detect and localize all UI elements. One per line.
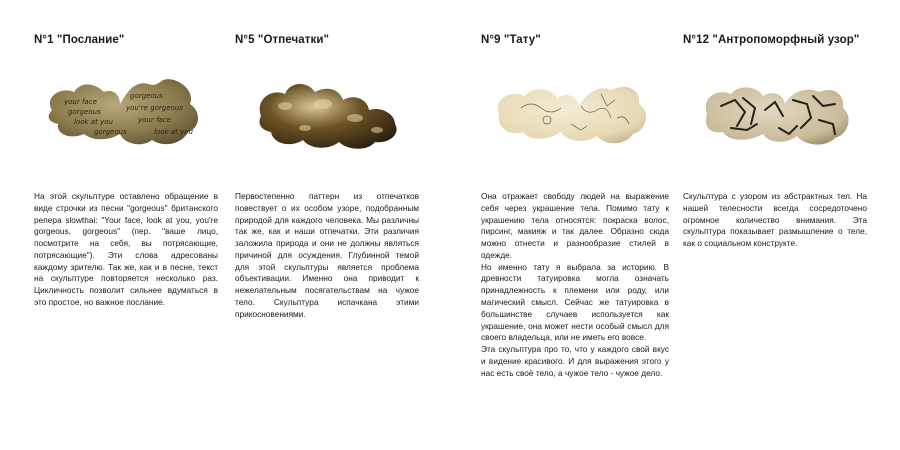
sculpture-tattoo-image (481, 58, 669, 158)
sculpture-card-5 (235, 34, 419, 321)
engraving-text: gorgeous (130, 92, 163, 100)
description-paragraph: Но именно тату я выбрала за историю. В древности татуировка могла означать принадлежность к племени или роду, или магический смысл. Сейчас же татуировка в большинстве случаев используется как украшение, она может нести особый смысл для своего владельца, или не иметь его вовсе. (481, 261, 669, 343)
description-paragraph: Скульптура с узором из абстрактных тел. На нашей телесности всегда сосредоточено огромное количество внимания. Эта скульптура показывает размышление о теле, как о социальном конструкте. (683, 191, 867, 249)
description-paragraph: Эта скульптура про то, что у каждого свой вкус и видение красивого. И для выражения этого у нас есть своё тело, а чужое тело - чужое дело. (481, 344, 669, 378)
description-paragraph: Она отражает свободу людей на выражение себя через украшение тела. Помимо тату к украшению тела относятся: покраска волос, пирсинг, макияж и так далее. Образно сюда можно отнести и разнообразие стилей в одежде. (481, 191, 669, 260)
engraving-text: gorgeous (94, 128, 127, 136)
engraving-text: you're gorgeous (126, 104, 183, 112)
description-paragraph: Первостепенно паттерн из отпечатков повествует о их особом узоре, подобранным природой для каждого человека. Мы различны так же, как и наши отпечатки. Эти различия заложила природа и они не должны являться причиной для осуждения. Глубинной темой для этой скульптуры является проблема объективации. Именно она приводит к нежелательным посягательствам на чужое тело. Скульптура испачкана этими прикосновениями. (235, 191, 419, 319)
sculpture-card-12 (683, 34, 867, 250)
card-description (235, 191, 419, 321)
sculpture-message-image (34, 58, 218, 158)
description-paragraph: На этой скульптуре оставлено обращение в виде строчки из песни "gorgeous" британского репера slowthai: "Your face, look at you, you're gorgeous, gorgeous" (пер. "ваше лицо, посмотрите на себя, вы потрясающие, потрясающие"). Эти слова адресованы каждому зрителю. Так же, как и в песне, текст на скульптуре повторяется несколько раз. Цикличность позволит сильнее вдуматься в это простое, но важное послание. (34, 191, 218, 308)
card-description (683, 191, 867, 250)
sculpture-fingerprints-image (235, 58, 419, 158)
card-title: N°5 "Отпечатки" (235, 34, 330, 46)
engraving-text: gorgeous (68, 108, 101, 116)
card-title: N°12 "Антропоморфный узор" (683, 34, 860, 46)
engraving-text: look at you (74, 118, 113, 126)
card-title: N°9 "Тату" (481, 34, 541, 46)
card-description (481, 191, 669, 380)
sculpture-anthropomorphic-pattern-image (683, 58, 867, 158)
engraving-text: your face (138, 116, 171, 124)
card-title: N°1 "Послание" (34, 34, 125, 46)
engraving-text: look at you (154, 128, 193, 136)
card-description (34, 191, 218, 309)
sculpture-card-1 (34, 34, 218, 309)
sculpture-card-9 (481, 34, 669, 380)
engraving-text: your face (64, 98, 97, 106)
